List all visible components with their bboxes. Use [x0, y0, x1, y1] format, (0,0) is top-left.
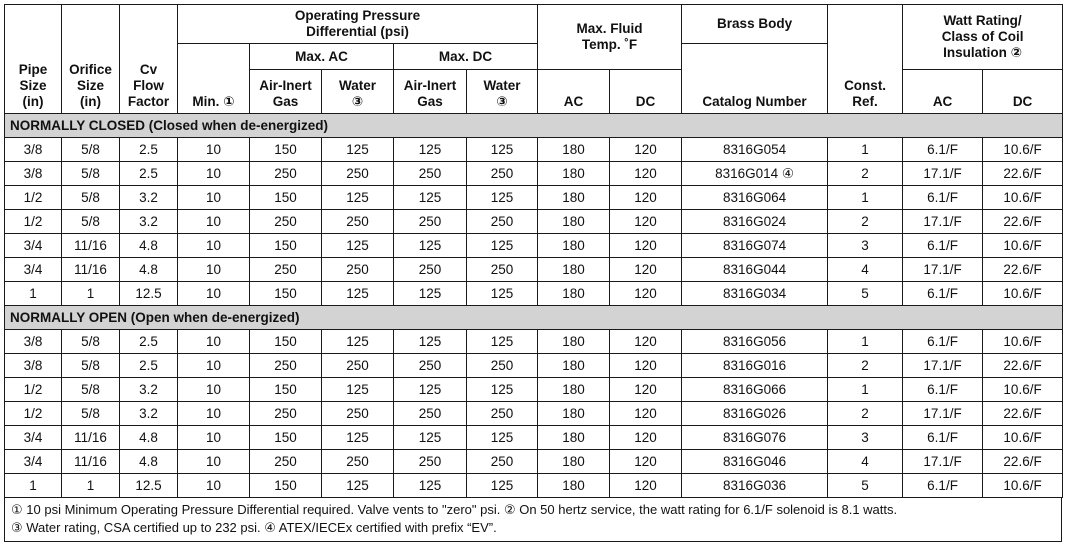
header-temp-ac: AC	[538, 70, 610, 114]
table-cell: 250	[394, 162, 467, 186]
table-cell: 6.1/F	[903, 186, 983, 210]
table-cell: 1	[62, 282, 120, 306]
table-cell: 11/16	[62, 258, 120, 282]
table-cell: 150	[250, 186, 322, 210]
table-cell: 125	[322, 282, 394, 306]
table-cell: 8316G014 ④	[682, 162, 828, 186]
table-cell: 10.6/F	[983, 234, 1063, 258]
table-cell: 250	[322, 258, 394, 282]
table-cell: 1	[828, 186, 903, 210]
table-cell: 5	[828, 282, 903, 306]
header-max-dc: Max. DC	[394, 44, 538, 70]
table-cell: 10	[178, 402, 250, 426]
table-cell: 150	[250, 426, 322, 450]
table-cell: 10	[178, 474, 250, 498]
table-cell: 125	[467, 138, 538, 162]
table-cell: 4.8	[120, 258, 178, 282]
table-cell: 125	[322, 378, 394, 402]
table-cell: 150	[250, 330, 322, 354]
table-cell: 150	[250, 378, 322, 402]
table-cell: 125	[467, 186, 538, 210]
table-cell: 3	[828, 234, 903, 258]
table-cell: 125	[394, 234, 467, 258]
table-row	[5, 474, 1063, 498]
table-cell: 250	[250, 402, 322, 426]
table-cell: 3/4	[5, 258, 62, 282]
table-cell: 4.8	[120, 450, 178, 474]
table-row	[5, 426, 1063, 450]
table-row	[5, 330, 1063, 354]
table-row	[5, 378, 1063, 402]
table-row	[5, 354, 1063, 378]
table-cell: 3/4	[5, 426, 62, 450]
table-row	[5, 186, 1063, 210]
table-cell: 180	[538, 474, 610, 498]
table-cell: 120	[610, 378, 682, 402]
table-cell: 8316G054	[682, 138, 828, 162]
table-cell: 120	[610, 402, 682, 426]
table-cell: 8316G074	[682, 234, 828, 258]
table-cell: 10	[178, 282, 250, 306]
table-cell: 10.6/F	[983, 426, 1063, 450]
table-cell: 17.1/F	[903, 210, 983, 234]
table-cell: 150	[250, 138, 322, 162]
table-cell: 125	[322, 138, 394, 162]
table-cell: 10	[178, 354, 250, 378]
table-cell: 10.6/F	[983, 138, 1063, 162]
table-cell: 6.1/F	[903, 378, 983, 402]
table-cell: 250	[394, 402, 467, 426]
table-cell: 125	[394, 474, 467, 498]
table-cell: 8316G034	[682, 282, 828, 306]
table-cell: 10.6/F	[983, 378, 1063, 402]
table-cell: 22.6/F	[983, 354, 1063, 378]
table-cell: 10.6/F	[983, 186, 1063, 210]
table-cell: 250	[394, 450, 467, 474]
table-cell: 180	[538, 210, 610, 234]
table-cell: 120	[610, 162, 682, 186]
table-cell: 10.6/F	[983, 282, 1063, 306]
section-header-row	[5, 114, 1063, 138]
footnotes	[4, 498, 1062, 542]
table-cell: 250	[467, 354, 538, 378]
table-cell: 120	[610, 234, 682, 258]
table-row	[5, 450, 1063, 474]
header-min: Min. ①	[178, 44, 250, 114]
table-cell: 125	[394, 426, 467, 450]
table-cell: 180	[538, 282, 610, 306]
table-cell: 250	[322, 210, 394, 234]
table-cell: 120	[610, 138, 682, 162]
table-cell: 250	[394, 210, 467, 234]
table-cell: 120	[610, 450, 682, 474]
table-cell: 2	[828, 402, 903, 426]
header-const-ref: Const. Ref.	[828, 5, 903, 114]
table-cell: 1/2	[5, 402, 62, 426]
table-cell: 120	[610, 354, 682, 378]
spec-table-container	[4, 4, 1062, 542]
table-cell: 5/8	[62, 138, 120, 162]
table-cell: 8316G076	[682, 426, 828, 450]
table-cell: 8316G026	[682, 402, 828, 426]
table-cell: 125	[467, 234, 538, 258]
header-watt-dc: DC	[983, 70, 1063, 114]
table-header	[5, 5, 1063, 114]
header-pipe-size: Pipe Size (in)	[5, 5, 62, 114]
header-max-fluid-temp: Max. Fluid Temp. ˚F	[538, 5, 682, 70]
table-cell: 3.2	[120, 378, 178, 402]
table-cell: 125	[322, 426, 394, 450]
table-cell: 4.8	[120, 234, 178, 258]
table-cell: 2	[828, 162, 903, 186]
table-cell: 8316G024	[682, 210, 828, 234]
table-cell: 5/8	[62, 378, 120, 402]
valve-spec-table	[4, 4, 1063, 498]
header-dc-water: Water ③	[467, 70, 538, 114]
table-cell: 6.1/F	[903, 138, 983, 162]
table-cell: 250	[322, 162, 394, 186]
table-cell: 180	[538, 234, 610, 258]
table-cell: 3/8	[5, 330, 62, 354]
table-cell: 17.1/F	[903, 258, 983, 282]
table-cell: 22.6/F	[983, 258, 1063, 282]
table-cell: 5/8	[62, 162, 120, 186]
table-cell: 1	[828, 330, 903, 354]
table-row	[5, 138, 1063, 162]
table-cell: 3.2	[120, 210, 178, 234]
table-cell: 8316G036	[682, 474, 828, 498]
table-cell: 12.5	[120, 282, 178, 306]
table-cell: 125	[467, 426, 538, 450]
table-cell: 180	[538, 330, 610, 354]
table-cell: 3/8	[5, 138, 62, 162]
table-cell: 150	[250, 282, 322, 306]
table-cell: 10	[178, 138, 250, 162]
table-cell: 250	[467, 258, 538, 282]
table-cell: 8316G046	[682, 450, 828, 474]
table-cell: 8316G016	[682, 354, 828, 378]
table-cell: 10	[178, 426, 250, 450]
table-cell: 250	[250, 210, 322, 234]
table-cell: 5/8	[62, 354, 120, 378]
table-cell: 125	[322, 474, 394, 498]
table-cell: 17.1/F	[903, 402, 983, 426]
section-header-row	[5, 306, 1063, 330]
header-watt-rating: Watt Rating/ Class of Coil Insulation ②	[903, 5, 1063, 70]
table-cell: 3/8	[5, 162, 62, 186]
header-ac-air-inert-gas: Air-Inert Gas	[250, 70, 322, 114]
table-cell: 120	[610, 186, 682, 210]
table-cell: 180	[538, 162, 610, 186]
table-cell: 120	[610, 282, 682, 306]
table-cell: 150	[250, 474, 322, 498]
table-cell: 5/8	[62, 186, 120, 210]
table-cell: 2	[828, 210, 903, 234]
table-cell: 1	[828, 378, 903, 402]
table-cell: 125	[322, 330, 394, 354]
table-cell: 250	[394, 354, 467, 378]
table-cell: 3	[828, 426, 903, 450]
table-cell: 10.6/F	[983, 474, 1063, 498]
table-cell: 10.6/F	[983, 330, 1063, 354]
table-cell: 10	[178, 210, 250, 234]
table-cell: 250	[467, 210, 538, 234]
table-row	[5, 162, 1063, 186]
table-cell: 125	[394, 378, 467, 402]
table-cell: 8316G044	[682, 258, 828, 282]
header-cv-flow-factor: Cv Flow Factor	[120, 5, 178, 114]
table-cell: 120	[610, 330, 682, 354]
table-cell: 120	[610, 258, 682, 282]
table-cell: 125	[394, 138, 467, 162]
table-cell: 4	[828, 450, 903, 474]
table-cell: 125	[467, 330, 538, 354]
table-cell: 250	[322, 354, 394, 378]
table-cell: 3.2	[120, 402, 178, 426]
table-cell: 3.2	[120, 186, 178, 210]
table-row	[5, 234, 1063, 258]
table-cell: 5	[828, 474, 903, 498]
table-cell: 150	[250, 234, 322, 258]
table-cell: 1/2	[5, 378, 62, 402]
table-cell: 11/16	[62, 234, 120, 258]
table-cell: 1/2	[5, 186, 62, 210]
table-cell: 1/2	[5, 210, 62, 234]
table-cell: 125	[467, 378, 538, 402]
section-title: NORMALLY CLOSED (Closed when de-energized)	[5, 114, 1063, 138]
table-cell: 4.8	[120, 426, 178, 450]
table-cell: 180	[538, 138, 610, 162]
table-cell: 1	[62, 474, 120, 498]
table-cell: 250	[322, 402, 394, 426]
table-cell: 180	[538, 450, 610, 474]
header-brass-body: Brass Body	[682, 5, 828, 44]
header-max-ac: Max. AC	[250, 44, 394, 70]
table-cell: 8316G064	[682, 186, 828, 210]
header-dc-air-inert-gas: Air-Inert Gas	[394, 70, 467, 114]
table-cell: 2.5	[120, 354, 178, 378]
table-cell: 120	[610, 210, 682, 234]
table-cell: 1	[5, 474, 62, 498]
table-cell: 125	[467, 282, 538, 306]
header-watt-ac: AC	[903, 70, 983, 114]
table-cell: 3/4	[5, 234, 62, 258]
table-cell: 6.1/F	[903, 426, 983, 450]
table-cell: 5/8	[62, 210, 120, 234]
table-cell: 5/8	[62, 330, 120, 354]
table-cell: 250	[467, 450, 538, 474]
table-cell: 2.5	[120, 162, 178, 186]
table-cell: 5/8	[62, 402, 120, 426]
table-cell: 250	[322, 450, 394, 474]
table-cell: 6.1/F	[903, 474, 983, 498]
table-cell: 8316G066	[682, 378, 828, 402]
table-cell: 2.5	[120, 330, 178, 354]
table-cell: 6.1/F	[903, 330, 983, 354]
table-cell: 250	[467, 162, 538, 186]
table-cell: 11/16	[62, 426, 120, 450]
table-cell: 10	[178, 186, 250, 210]
footnote-line: ① 10 psi Minimum Operating Pressure Differential required. Valve vents to "zero" psi. ② On 50 hertz service, the watt rating for 6.1/F solenoid is 8.1 watts.	[11, 502, 898, 517]
table-cell: 4	[828, 258, 903, 282]
table-cell: 17.1/F	[903, 450, 983, 474]
header-operating-pressure: Operating Pressure Differential (psi)	[178, 5, 538, 44]
table-cell: 250	[250, 354, 322, 378]
table-cell: 125	[394, 330, 467, 354]
footnote-line: ③ Water rating, CSA certified up to 232 psi. ④ ATEX/IECEx certified with prefix “EV”.	[11, 520, 497, 535]
table-cell: 2	[828, 354, 903, 378]
table-cell: 6.1/F	[903, 234, 983, 258]
table-cell: 120	[610, 474, 682, 498]
table-cell: 180	[538, 378, 610, 402]
header-orifice-size: Orifice Size (in)	[62, 5, 120, 114]
table-cell: 125	[322, 234, 394, 258]
table-cell: 17.1/F	[903, 162, 983, 186]
table-row	[5, 258, 1063, 282]
table-cell: 180	[538, 258, 610, 282]
header-temp-dc: DC	[610, 70, 682, 114]
table-cell: 10	[178, 330, 250, 354]
table-cell: 3/4	[5, 450, 62, 474]
table-cell: 17.1/F	[903, 354, 983, 378]
table-cell: 120	[610, 426, 682, 450]
table-cell: 22.6/F	[983, 210, 1063, 234]
table-cell: 10	[178, 450, 250, 474]
table-cell: 180	[538, 426, 610, 450]
table-cell: 10	[178, 162, 250, 186]
table-cell: 180	[538, 186, 610, 210]
table-body	[5, 114, 1063, 498]
table-row	[5, 210, 1063, 234]
table-row	[5, 402, 1063, 426]
table-cell: 125	[394, 186, 467, 210]
table-cell: 8316G056	[682, 330, 828, 354]
table-cell: 125	[322, 186, 394, 210]
table-cell: 180	[538, 354, 610, 378]
table-cell: 250	[250, 450, 322, 474]
header-catalog-number: Catalog Number	[682, 44, 828, 114]
table-cell: 250	[250, 258, 322, 282]
table-cell: 1	[828, 138, 903, 162]
table-cell: 125	[394, 282, 467, 306]
table-cell: 22.6/F	[983, 162, 1063, 186]
table-cell: 10	[178, 234, 250, 258]
table-cell: 250	[394, 258, 467, 282]
table-row	[5, 282, 1063, 306]
table-cell: 12.5	[120, 474, 178, 498]
table-cell: 250	[467, 402, 538, 426]
table-cell: 10	[178, 258, 250, 282]
table-cell: 6.1/F	[903, 282, 983, 306]
table-cell: 180	[538, 402, 610, 426]
table-cell: 3/8	[5, 354, 62, 378]
table-cell: 250	[250, 162, 322, 186]
table-cell: 2.5	[120, 138, 178, 162]
table-cell: 11/16	[62, 450, 120, 474]
table-cell: 22.6/F	[983, 450, 1063, 474]
table-cell: 10	[178, 378, 250, 402]
header-ac-water: Water ③	[322, 70, 394, 114]
table-cell: 125	[467, 474, 538, 498]
section-title: NORMALLY OPEN (Open when de-energized)	[5, 306, 1063, 330]
table-cell: 1	[5, 282, 62, 306]
table-cell: 22.6/F	[983, 402, 1063, 426]
